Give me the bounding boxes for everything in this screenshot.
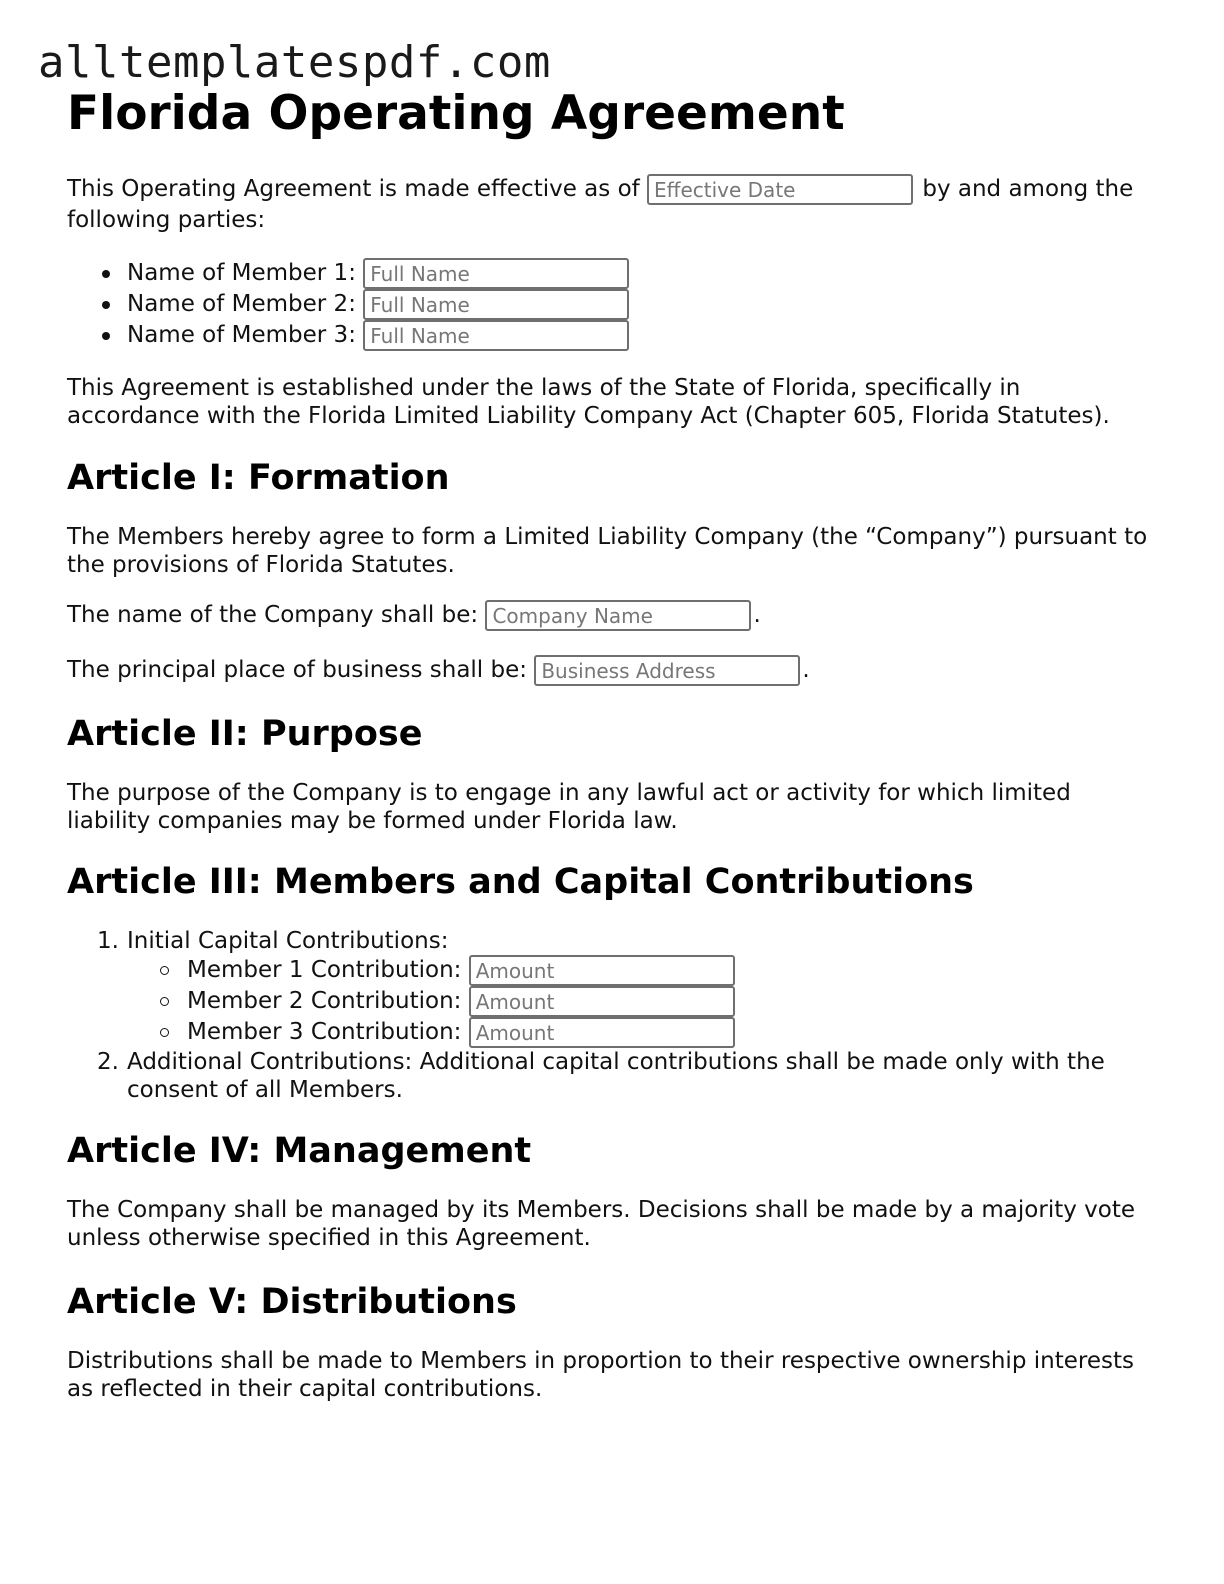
article-5-heading: Article V: Distributions xyxy=(67,1282,517,1322)
watermark: alltemplatespdf.com xyxy=(38,37,551,88)
effective-date-input[interactable] xyxy=(647,174,913,205)
article-5-text: Distributions shall be made to Members in proportion to their respective ownership interests as reflected in their capital contributions. xyxy=(67,1348,1134,1402)
intro-after: by and among the following parties: xyxy=(67,176,1134,233)
business-address-line xyxy=(67,655,1157,686)
list-item xyxy=(187,955,1157,986)
item-1-number: 1. xyxy=(97,928,119,954)
article-4-heading: Article IV: Management xyxy=(67,1131,532,1171)
member-3-name-input[interactable] xyxy=(363,320,629,351)
list-item xyxy=(97,927,1157,1048)
item-2-number: 2. xyxy=(97,1049,119,1075)
contribution-list xyxy=(127,955,1157,1048)
page-title: Florida Operating Agreement xyxy=(67,86,845,141)
member-1-name-input[interactable] xyxy=(363,258,629,289)
article-3-heading: Article III: Members and Capital Contributions xyxy=(67,862,974,902)
list-item xyxy=(127,320,1157,351)
intro-before: This Operating Agreement is made effective as of xyxy=(67,176,640,202)
intro-paragraph xyxy=(67,174,1157,236)
company-name-line xyxy=(67,600,1157,631)
member-list xyxy=(67,258,1157,351)
article-1-heading: Article I: Formation xyxy=(67,458,450,498)
article-4-text: The Company shall be managed by its Members. Decisions shall be made by a majority vote unless otherwise specified in this Agreement. xyxy=(67,1197,1135,1251)
member-3-label: Name of Member 3: xyxy=(127,322,356,348)
member-2-name-input[interactable] xyxy=(363,289,629,320)
article-3-list xyxy=(67,927,1157,1104)
laws-paragraph: This Agreement is established under the laws of the State of Florida, specifically in accordance with the Florida Limited Liability Company Act (Chapter 605, Florida Statutes). xyxy=(67,375,1110,429)
article-2-text: The purpose of the Company is to engage in any lawful act or activity for which limited liability companies may be formed under Florida law. xyxy=(67,780,1071,834)
list-item xyxy=(187,986,1157,1017)
member-2-label: Name of Member 2: xyxy=(127,291,356,317)
document-page xyxy=(67,86,1157,1403)
business-address-period: . xyxy=(802,657,810,683)
item-2-text: Additional Contributions: Additional capital contributions shall be made only with the consent of all Members. xyxy=(127,1049,1105,1103)
company-name-period: . xyxy=(753,602,761,628)
item-1-label: Initial Capital Contributions: xyxy=(127,928,449,954)
contribution-2-input[interactable] xyxy=(469,986,735,1017)
list-item xyxy=(187,1017,1157,1048)
contribution-2-label: Member 2 Contribution: xyxy=(187,988,462,1014)
article-1-text: The Members hereby agree to form a Limited Liability Company (the “Company”) pursuant to the provisions of Florida Statutes. xyxy=(67,524,1148,578)
contribution-3-label: Member 3 Contribution: xyxy=(187,1019,462,1045)
company-name-input[interactable] xyxy=(485,600,751,631)
list-item xyxy=(97,1048,1157,1104)
list-item xyxy=(127,258,1157,289)
member-1-label: Name of Member 1: xyxy=(127,260,356,286)
company-name-label: The name of the Company shall be: xyxy=(67,602,479,628)
list-item xyxy=(127,289,1157,320)
contribution-1-input[interactable] xyxy=(469,955,735,986)
business-address-label: The principal place of business shall be: xyxy=(67,657,528,683)
contribution-3-input[interactable] xyxy=(469,1017,735,1048)
contribution-1-label: Member 1 Contribution: xyxy=(187,957,462,983)
article-2-heading: Article II: Purpose xyxy=(67,714,423,754)
business-address-input[interactable] xyxy=(534,655,800,686)
